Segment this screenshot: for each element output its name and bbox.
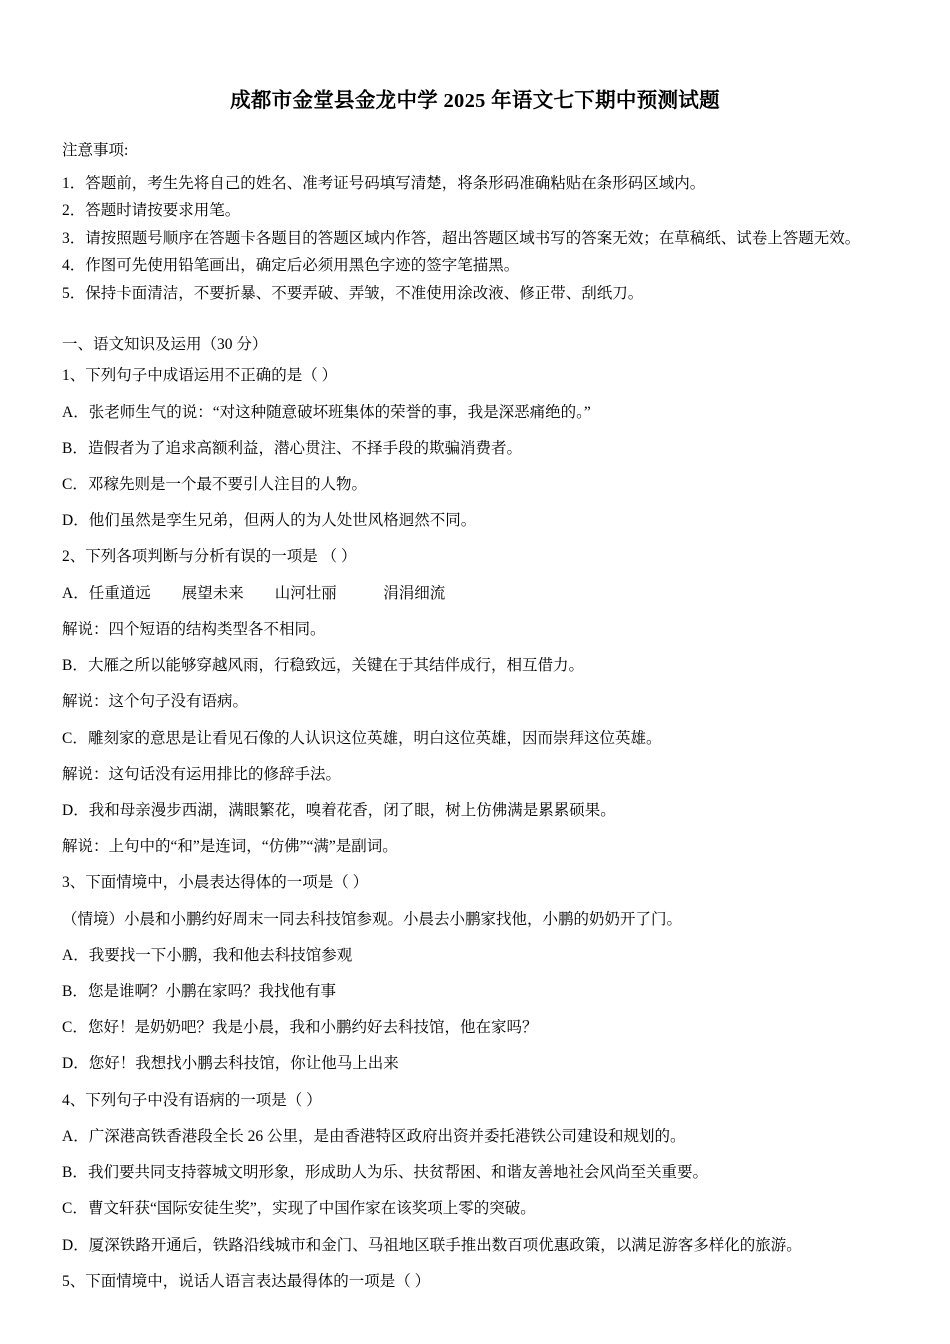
page-title: 成都市金堂县金龙中学 2025 年语文七下期中预测试题 (230, 90, 720, 112)
option-text: 我要找一下小鹏，我和他去科技馆参观 (88, 946, 353, 964)
option-text: 邓稼先则是一个最不要引人注目的人物。 (88, 475, 368, 493)
question-block (62, 868, 888, 1079)
question-scenario: （情境）小晨和小鹏约好周末一同去科技馆参观。小晨去小鹏家找他，小鹏的奶奶开了门。 (62, 910, 683, 928)
notice-item: 3．请按照题号顺序在答题卡各题目的答题区域内作答，超出答题区域书写的答案无效；在草稿纸、试卷上答题无效。 (62, 229, 861, 247)
option-label: B． (62, 1164, 88, 1182)
question-block (62, 542, 888, 862)
option-text: 造假者为了追求高额利益，潜心贯注、不择手段的欺骗消费者。 (88, 439, 523, 457)
option-label: B． (62, 983, 88, 1001)
option-text: 我和母亲漫步西湖，满眼繁花，嗅着花香，闭了眼，树上仿佛满是累累硕果。 (88, 801, 616, 819)
option-label: C． (62, 729, 88, 747)
question-option[interactable] (62, 1231, 888, 1261)
option-text: 他们虽然是孪生兄弟，但两人的为人处世风格迥然不同。 (88, 512, 477, 530)
question-explanation: 解说：这个句子没有语病。 (62, 693, 249, 711)
option-label: A． (62, 946, 89, 964)
question-option[interactable] (62, 506, 888, 536)
notice-item: 4．作图可先使用铅笔画出，确定后必须用黑色字迹的签字笔描黑。 (62, 257, 520, 275)
notice-heading: 注意事项: (62, 141, 129, 159)
option-text: 我们要共同支持蓉城文明形象，形成助人为乐、扶贫帮困、和谐友善地社会风尚至关重要。 (88, 1164, 709, 1182)
option-label: A． (62, 403, 89, 421)
option-label: D． (62, 512, 89, 530)
option-text: 曹文轩获“国际安徒生奖”，实现了中国作家在该奖项上零的突破。 (88, 1200, 536, 1218)
option-text: 雕刻家的意思是让看见石像的人认识这位英雄，明白这位英雄，因而崇拜这位英雄。 (88, 729, 662, 747)
option-text: 张老师生气的说：“对这种随意破坏班集体的荣誉的事，我是深恶痛绝的。” (88, 403, 591, 421)
option-text: 您是谁啊？小鹏在家吗？我找他有事 (88, 983, 337, 1001)
option-text: 任重道远 展望未来 山河壮丽 涓涓细流 (88, 584, 446, 602)
option-label: D． (62, 801, 89, 819)
question-option[interactable] (62, 651, 888, 681)
question-option[interactable] (62, 796, 888, 826)
question-block (62, 361, 888, 536)
question-option[interactable] (62, 941, 888, 971)
notice-item: 5．保持卡面清洁，不要折暴、不要弄破、弄皱，不准使用涂改液、修正带、刮纸刀。 (62, 284, 644, 302)
question-option[interactable] (62, 1122, 888, 1152)
question-option[interactable] (62, 724, 888, 754)
option-label: D． (62, 1055, 89, 1073)
question-option[interactable] (62, 1194, 888, 1224)
option-text: 广深港高铁香港段全长 26 公里，是由香港特区政府出资并委托港铁公司建设和规划的。 (88, 1127, 686, 1145)
question-option[interactable] (62, 1049, 888, 1079)
option-label: A． (62, 584, 89, 602)
question-stem: 4、下列句子中没有语病的一项是（ ） (62, 1091, 322, 1109)
notice-item: 1．答题前，考生先将自己的姓名、准考证号码填写清楚，将条形码准确粘贴在条形码区域内。 (62, 174, 706, 192)
question-block (62, 1267, 888, 1297)
question-option[interactable] (62, 1158, 888, 1188)
question-stem: 5、下面情境中，说话人语言表达最得体的一项是（ ） (62, 1272, 431, 1290)
notice-item: 2．答题时请按要求用笔。 (62, 202, 241, 220)
option-label: C． (62, 1200, 88, 1218)
question-block (62, 1086, 888, 1261)
notice-list (62, 170, 888, 308)
option-label: C． (62, 1019, 88, 1037)
option-label: A． (62, 1127, 89, 1145)
question-explanation: 解说：上句中的“和”是连词，“仿佛”“满”是副词。 (62, 838, 398, 856)
option-label: B． (62, 439, 88, 457)
option-label: C． (62, 475, 88, 493)
question-option[interactable] (62, 977, 888, 1007)
question-option[interactable] (62, 579, 888, 609)
question-stem: 2、下列各项判断与分析有误的一项是 （ ） (62, 548, 357, 566)
section-divider-space (62, 307, 888, 331)
question-option[interactable] (62, 1013, 888, 1043)
question-option[interactable] (62, 470, 888, 500)
option-text: 您好！我想找小鹏去科技馆，你让他马上出来 (88, 1055, 399, 1073)
question-explanation: 解说：四个短语的结构类型各不相同。 (62, 620, 326, 638)
question-stem: 1、下列句子中成语运用不正确的是（ ） (62, 367, 338, 385)
question-explanation: 解说：这句话没有运用排比的修辞手法。 (62, 765, 342, 783)
option-text: 大雁之所以能够穿越风雨，行稳致远，关键在于其结伴成行，相互借力。 (88, 657, 585, 675)
question-option[interactable] (62, 398, 888, 428)
question-option[interactable] (62, 434, 888, 464)
question-stem: 3、下面情境中，小晨表达得体的一项是（ ） (62, 874, 369, 892)
option-label: D． (62, 1236, 89, 1254)
option-text: 您好！是奶奶吧？我是小晨，我和小鹏约好去科技馆，他在家吗？ (88, 1019, 538, 1037)
option-label: B． (62, 657, 88, 675)
section-title-language-knowledge: 一、语文知识及运用（30 分） (62, 336, 268, 354)
option-text: 厦深铁路开通后，铁路沿线城市和金门、马祖地区联手推出数百项优惠政策，以满足游客多样化的旅游。 (88, 1236, 802, 1254)
